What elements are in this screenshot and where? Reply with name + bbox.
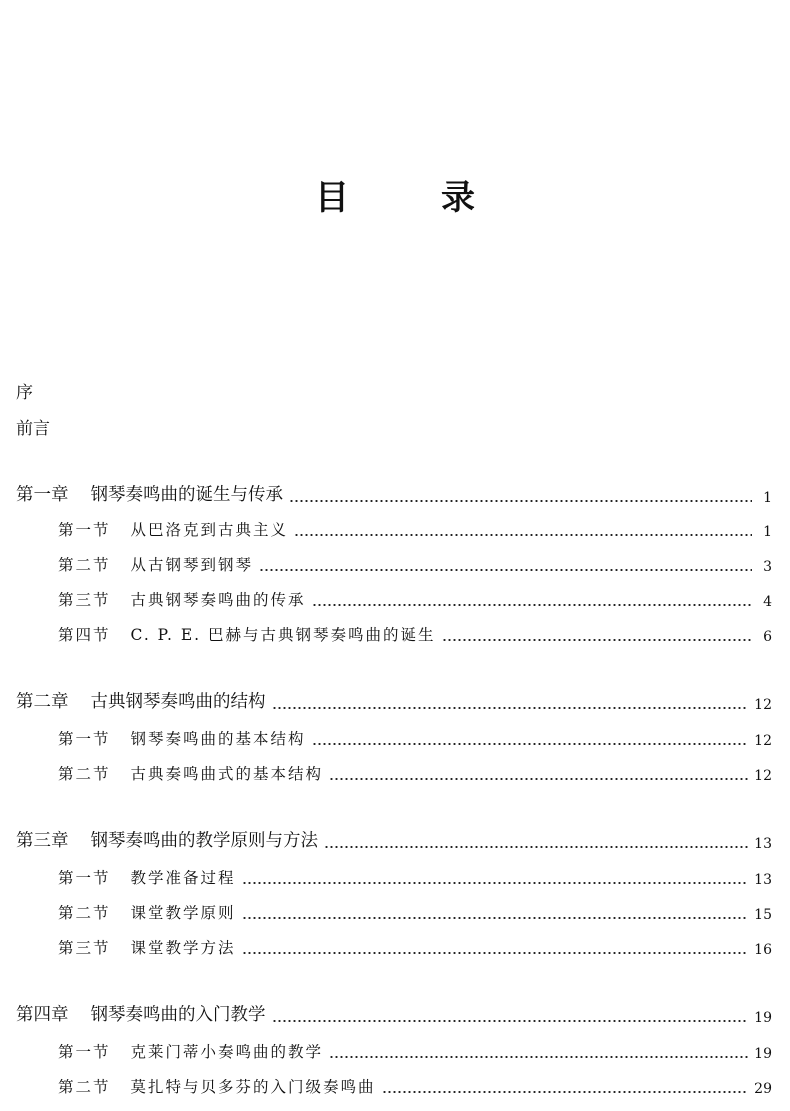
section-title: 课堂教学方法 (130, 939, 236, 957)
page-number: 19 (754, 1010, 772, 1026)
section-number: 第二节 (58, 765, 111, 783)
dot-leader (442, 630, 753, 642)
section-number: 第一节 (58, 521, 111, 539)
chapter-number: 第三章 (16, 831, 69, 851)
dot-leader (272, 1011, 749, 1023)
toc-section-row[interactable] (0, 762, 790, 784)
toc-section-row[interactable] (0, 936, 790, 958)
chapter-number: 第四章 (16, 1005, 69, 1025)
front-matter-foreword[interactable]: 前言 (16, 419, 50, 439)
page-number: 13 (754, 872, 772, 888)
dot-leader (324, 837, 748, 849)
page-number: 15 (754, 907, 772, 923)
toc-chapter-row[interactable] (0, 484, 790, 506)
section-title: C. P. E. 巴赫与古典钢琴奏鸣曲的诞生 (130, 626, 436, 644)
dot-leader (272, 698, 749, 710)
dot-leader (259, 560, 752, 572)
section-title: 钢琴奏鸣曲的基本结构 (130, 730, 306, 748)
page-number: 6 (763, 629, 772, 645)
section-title: 从巴洛克到古典主义 (130, 521, 289, 539)
toc-section-row[interactable] (0, 901, 790, 923)
section-title: 课堂教学原则 (130, 904, 236, 922)
section-number: 第二节 (58, 904, 111, 922)
dot-leader (294, 525, 752, 537)
dot-leader (312, 734, 749, 746)
page-number: 19 (754, 1046, 772, 1062)
dot-leader (312, 595, 752, 607)
section-number: 第二节 (58, 556, 111, 574)
page-number: 3 (763, 559, 772, 575)
toc-section-row[interactable] (0, 623, 790, 645)
dot-leader (382, 1082, 749, 1094)
dot-leader (242, 908, 749, 920)
toc-section-row[interactable] (0, 518, 790, 540)
page-title (0, 172, 790, 216)
toc-chapter-row[interactable] (0, 1004, 790, 1026)
toc-section-row[interactable] (0, 553, 790, 575)
dot-leader (329, 1047, 748, 1059)
page-number: 12 (754, 768, 772, 784)
chapter-number: 第二章 (16, 692, 69, 712)
section-number: 第四节 (58, 626, 111, 644)
page-number: 1 (763, 524, 772, 540)
chapter-number: 第一章 (16, 485, 69, 505)
section-number: 第一节 (58, 1043, 111, 1061)
section-title: 教学准备过程 (130, 869, 236, 887)
page-number: 16 (754, 942, 772, 958)
chapter-title: 钢琴奏鸣曲的诞生与传承 (90, 485, 283, 505)
section-title: 古典奏鸣曲式的基本结构 (130, 765, 324, 783)
front-matter-preface[interactable]: 序 (16, 383, 33, 403)
section-number: 第一节 (58, 869, 111, 887)
section-title: 从古钢琴到钢琴 (130, 556, 254, 574)
title-char-2: 录 (441, 177, 475, 218)
section-number: 第三节 (58, 591, 111, 609)
section-number: 第三节 (58, 939, 111, 957)
toc-chapter-row[interactable] (0, 691, 790, 713)
section-title: 莫扎特与贝多芬的入门级奏鸣曲 (130, 1078, 376, 1096)
title-char-1: 目 (315, 177, 349, 218)
toc-section-row[interactable] (0, 1040, 790, 1062)
dot-leader (242, 873, 749, 885)
page-number: 12 (754, 733, 772, 749)
chapter-title: 钢琴奏鸣曲的入门教学 (90, 1005, 266, 1025)
page-number: 12 (754, 697, 772, 713)
section-number: 第二节 (58, 1078, 111, 1096)
dot-leader (289, 491, 752, 503)
page-number: 13 (754, 836, 772, 852)
page-number: 29 (754, 1081, 772, 1097)
dot-leader (242, 943, 749, 955)
chapter-title: 钢琴奏鸣曲的教学原则与方法 (90, 831, 318, 851)
chapter-title: 古典钢琴奏鸣曲的结构 (90, 692, 266, 712)
section-title: 古典钢琴奏鸣曲的传承 (130, 591, 306, 609)
page-number: 1 (763, 490, 772, 506)
toc-chapter-row[interactable] (0, 830, 790, 852)
section-number: 第一节 (58, 730, 111, 748)
toc-section-row[interactable] (0, 1075, 790, 1097)
page-number: 4 (763, 594, 772, 610)
dot-leader (329, 769, 748, 781)
section-title: 克莱门蒂小奏鸣曲的教学 (130, 1043, 324, 1061)
toc-section-row[interactable] (0, 727, 790, 749)
toc-section-row[interactable] (0, 588, 790, 610)
toc-section-row[interactable] (0, 866, 790, 888)
